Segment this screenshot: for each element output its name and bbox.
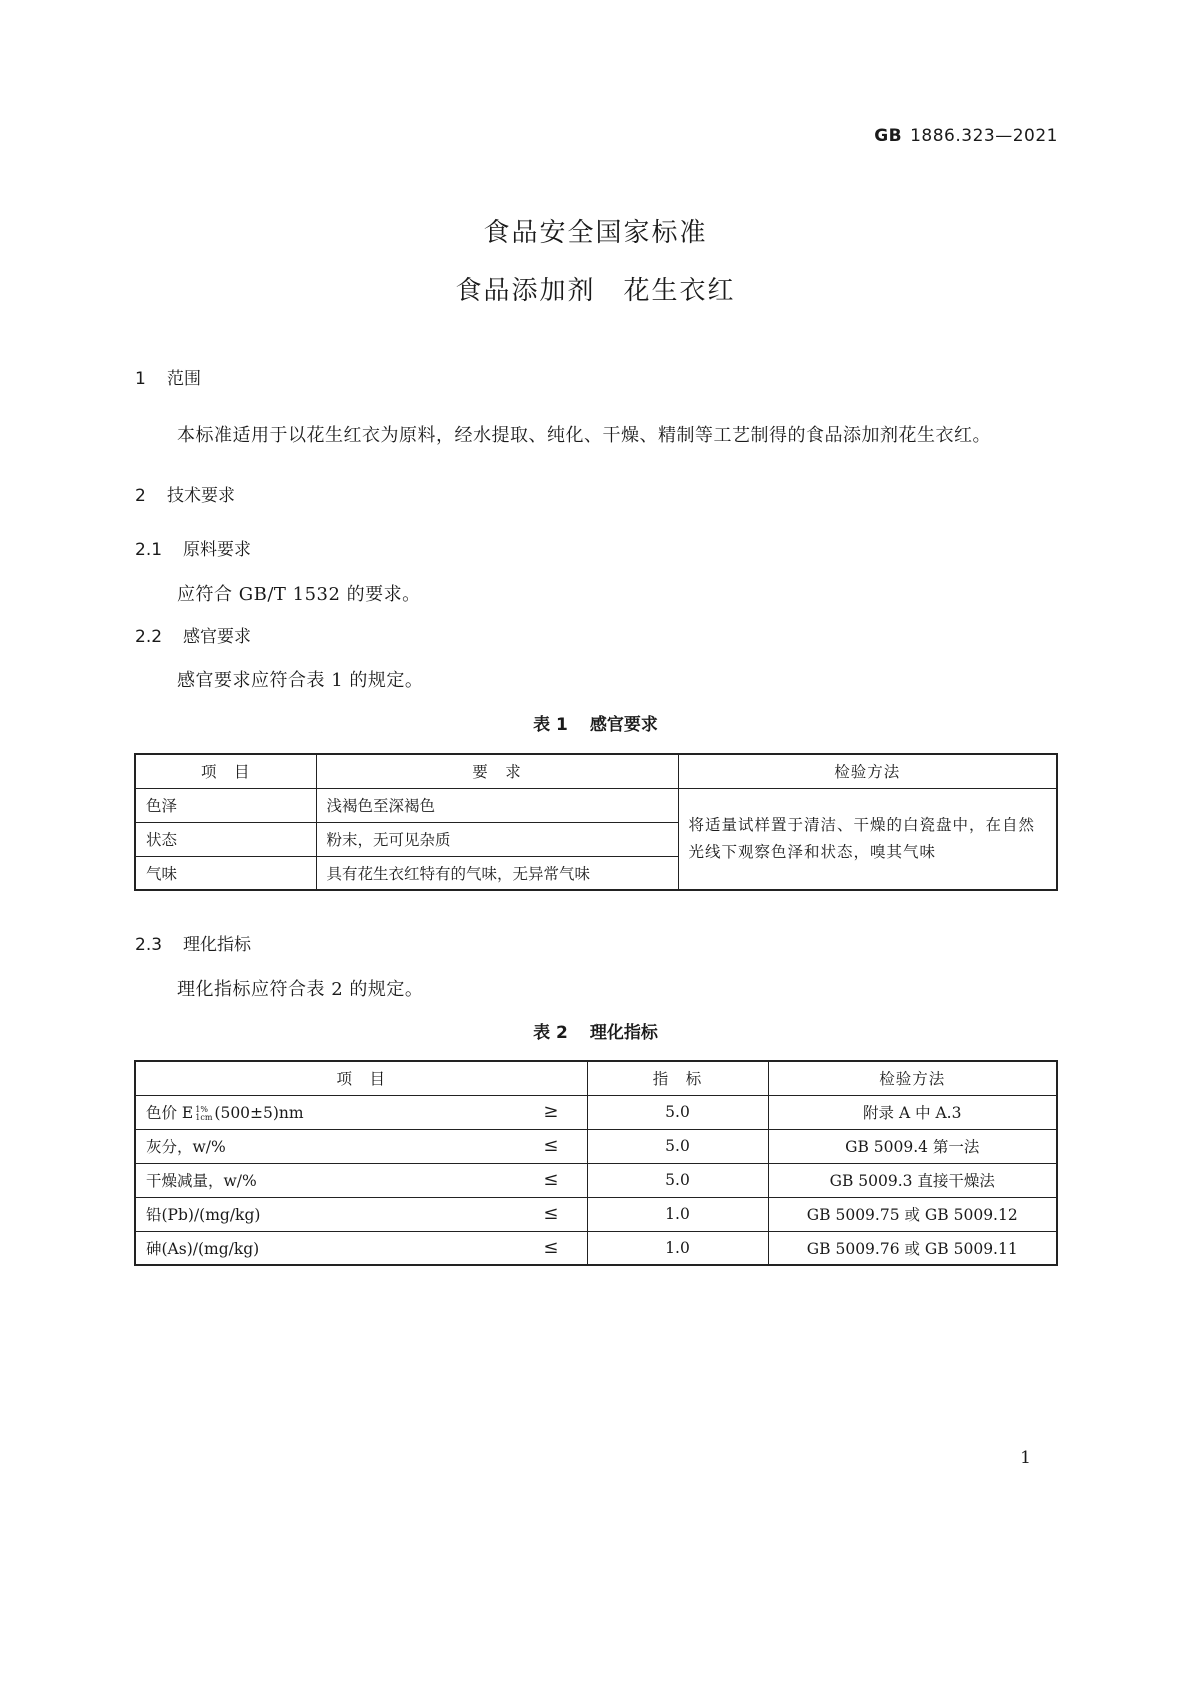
document-title: 食品安全国家标准 bbox=[483, 218, 708, 248]
table-header-row bbox=[135, 1061, 1057, 1095]
table-2-caption bbox=[0, 1018, 1191, 1043]
standard-code-prefix: GB bbox=[874, 126, 903, 146]
item-label: 砷(As)/(mg/kg) bbox=[146, 1239, 260, 1258]
table-row bbox=[135, 1095, 1057, 1129]
table-row bbox=[135, 1197, 1057, 1231]
section-1-text: 本标准适用于以花生红衣为原料，经水提取、纯化、干燥、精制等工艺制得的食品添加剂花生衣红。 bbox=[177, 425, 991, 446]
item-label: 铅(Pb)/(mg/kg) bbox=[146, 1206, 261, 1224]
cell-method: GB 5009.4 第一法 bbox=[768, 1129, 1057, 1163]
section-title: 技术要求 bbox=[167, 486, 235, 506]
cell-item: 色泽 bbox=[135, 788, 316, 822]
column-header-method: 检验方法 bbox=[678, 754, 1057, 788]
table-row bbox=[135, 1129, 1057, 1163]
cell-value: 5.0 bbox=[587, 1129, 768, 1163]
cell-item bbox=[135, 1197, 587, 1231]
cell-method: GB 5009.76 或 GB 5009.11 bbox=[768, 1231, 1057, 1265]
cell-value: 5.0 bbox=[587, 1095, 768, 1129]
item-label: 干燥减量，w/% bbox=[146, 1172, 257, 1190]
section-2-2-text: 感官要求应符合表 1 的规定。 bbox=[177, 670, 424, 691]
table-row bbox=[135, 788, 1057, 822]
item-subscript: 1cm bbox=[195, 1113, 213, 1122]
section-2-2-heading bbox=[135, 622, 251, 647]
column-header-item: 项 目 bbox=[135, 754, 316, 788]
item-superscript: 1% bbox=[195, 1105, 208, 1114]
section-1-heading bbox=[135, 364, 201, 389]
section-2-1-text: 应符合 GB/T 1532 的要求。 bbox=[177, 584, 421, 605]
table-1-sensory bbox=[134, 753, 1058, 891]
column-header-method: 检验方法 bbox=[768, 1061, 1057, 1095]
table-2-caption-title: 理化指标 bbox=[589, 1023, 658, 1043]
table-row bbox=[135, 1163, 1057, 1197]
comparison-sign: ≤ bbox=[543, 1168, 559, 1190]
section-number: 1 bbox=[135, 369, 146, 389]
cell-method: 将适量试样置于清洁、干燥的白瓷盘中，在自然光线下观察色泽和状态，嗅其气味 bbox=[678, 788, 1057, 890]
cell-requirement: 粉末，无可见杂质 bbox=[316, 822, 678, 856]
item-label: 色价 E bbox=[146, 1104, 194, 1122]
comparison-sign: ≤ bbox=[543, 1236, 559, 1258]
cell-value: 5.0 bbox=[587, 1163, 768, 1197]
section-2-1-heading bbox=[135, 535, 251, 560]
section-2-heading bbox=[135, 481, 235, 506]
cell-item: 状态 bbox=[135, 822, 316, 856]
cell-item: 气味 bbox=[135, 856, 316, 890]
section-number: 2.1 bbox=[135, 540, 163, 560]
standard-code-number: 1886.323—2021 bbox=[910, 126, 1058, 146]
cell-method: GB 5009.75 或 GB 5009.12 bbox=[768, 1197, 1057, 1231]
cell-value: 1.0 bbox=[587, 1231, 768, 1265]
section-number: 2 bbox=[135, 486, 146, 506]
table-header-row bbox=[135, 754, 1057, 788]
column-header-requirement: 要 求 bbox=[316, 754, 678, 788]
column-header-index: 指 标 bbox=[587, 1061, 768, 1095]
cell-item bbox=[135, 1163, 587, 1197]
column-header-item: 项 目 bbox=[135, 1061, 587, 1095]
table-1-caption-number: 表 1 bbox=[533, 715, 568, 735]
cell-item bbox=[135, 1095, 587, 1129]
section-number: 2.3 bbox=[135, 935, 163, 955]
cell-item bbox=[135, 1129, 587, 1163]
section-2-3-heading bbox=[135, 930, 251, 955]
cell-method: GB 5009.3 直接干燥法 bbox=[768, 1163, 1057, 1197]
table-1-caption-title: 感官要求 bbox=[589, 715, 658, 735]
section-title: 范围 bbox=[167, 369, 201, 389]
cell-requirement: 浅褐色至深褐色 bbox=[316, 788, 678, 822]
item-suffix: (500±5)nm bbox=[214, 1104, 304, 1122]
table-2-physicochemical bbox=[134, 1060, 1058, 1266]
table-1-caption bbox=[0, 710, 1191, 735]
cell-requirement: 具有花生衣红特有的气味，无异常气味 bbox=[316, 856, 678, 890]
section-number: 2.2 bbox=[135, 627, 163, 647]
comparison-sign: ≤ bbox=[543, 1202, 559, 1224]
cell-item bbox=[135, 1231, 587, 1265]
cell-method: 附录 A 中 A.3 bbox=[768, 1095, 1057, 1129]
section-title: 原料要求 bbox=[183, 540, 251, 560]
page-number: 1 bbox=[1020, 1448, 1031, 1468]
comparison-sign: ≥ bbox=[543, 1100, 559, 1122]
section-title: 感官要求 bbox=[183, 627, 251, 647]
table-2-caption-number: 表 2 bbox=[533, 1023, 568, 1043]
item-label: 灰分，w/% bbox=[146, 1138, 226, 1156]
comparison-sign: ≤ bbox=[543, 1134, 559, 1156]
document-subtitle: 食品添加剂 花生衣红 bbox=[455, 276, 736, 306]
standard-code bbox=[874, 126, 1058, 146]
section-title: 理化指标 bbox=[183, 935, 251, 955]
item-superscript-subscript bbox=[195, 1106, 212, 1122]
section-2-3-text: 理化指标应符合表 2 的规定。 bbox=[177, 979, 424, 1000]
cell-value: 1.0 bbox=[587, 1197, 768, 1231]
table-row bbox=[135, 1231, 1057, 1265]
